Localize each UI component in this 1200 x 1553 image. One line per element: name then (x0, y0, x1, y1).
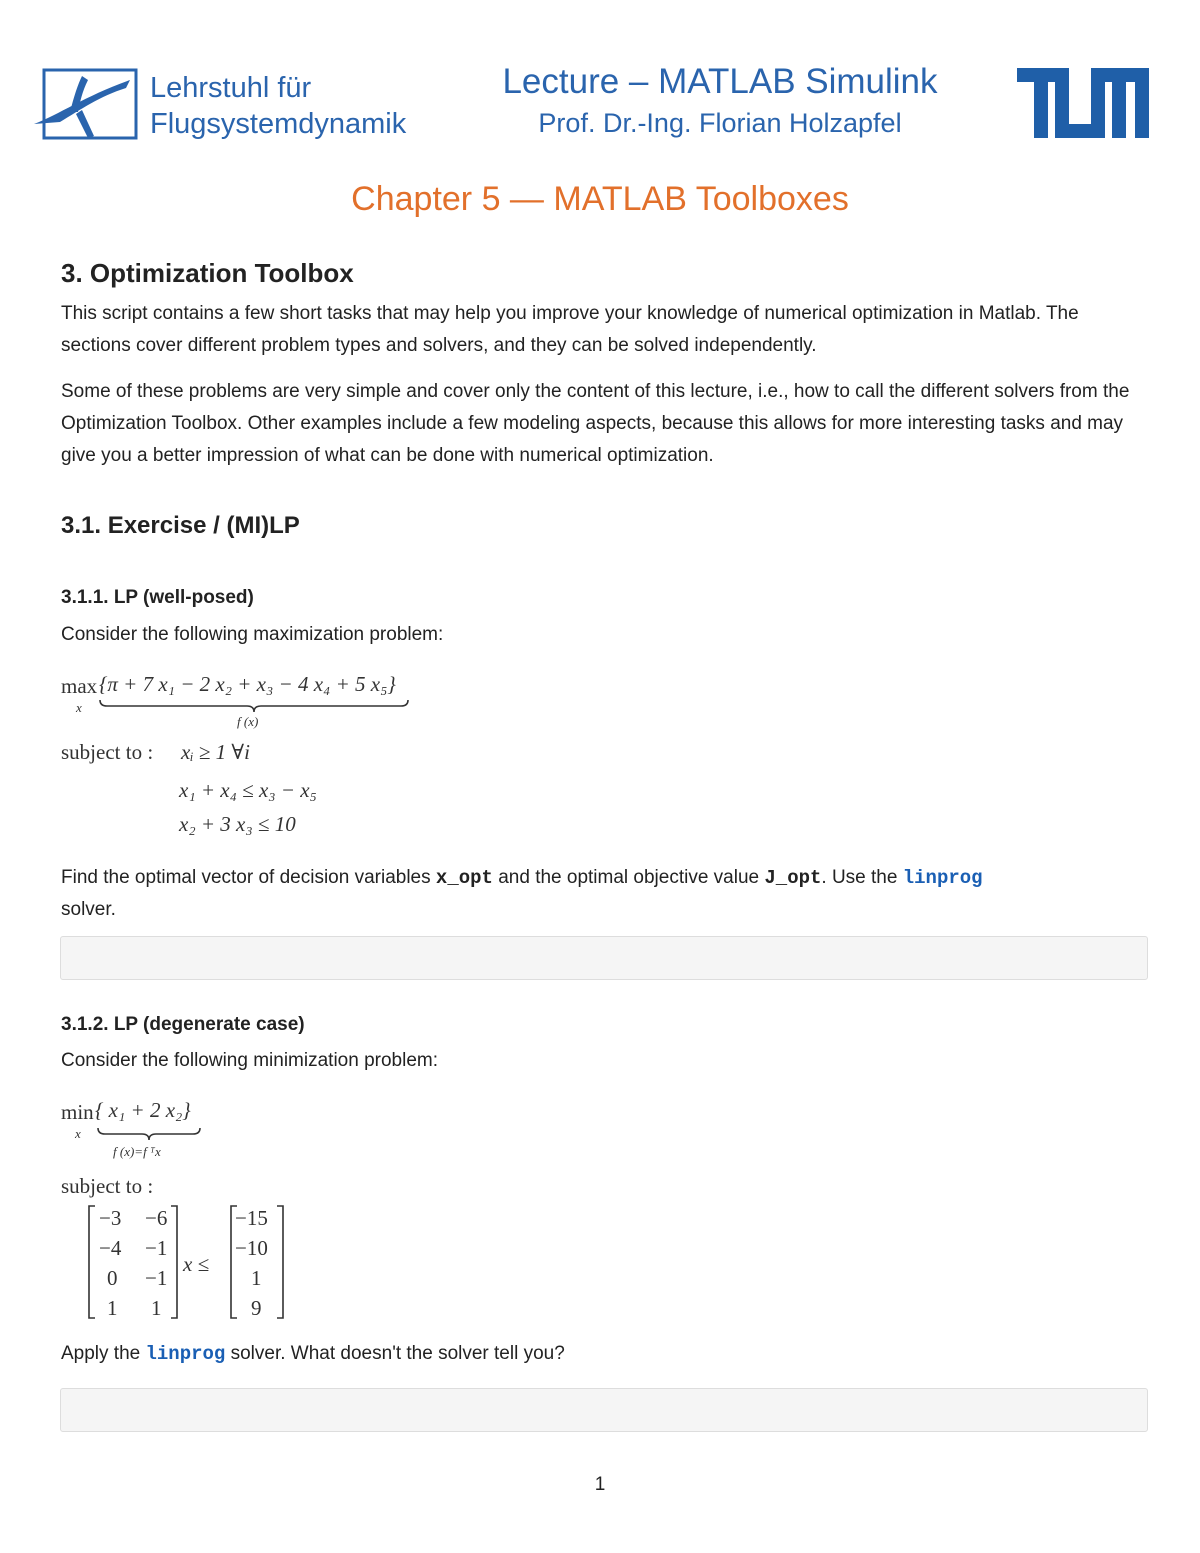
section-title: 3. Optimization Toolbox (61, 258, 354, 288)
task1-intro: Consider the following maximization problem: (61, 624, 444, 645)
task2-instr-b: solver. What doesn't the solver tell you? (225, 1343, 565, 1364)
chair-name-line1: Lehrstuhl für (150, 72, 312, 104)
matrix-a-cell: −6 (145, 1206, 168, 1230)
task1-constraint-3: x₂ + 3 x₃ ≤ 10 (179, 812, 296, 836)
task2-intro: Consider the following minimization problem: (61, 1050, 439, 1071)
task1-subject-to: subject to : (61, 740, 154, 764)
task1-objective: {π + 7 x₁ − 2 x₂ + x₃ − 4 x₄ + 5 x₅} (99, 672, 396, 696)
page-number: 1 (594, 1474, 606, 1495)
matrix-a-cell: −1 (145, 1236, 168, 1260)
task1-underbrace-label: f (x) (237, 714, 259, 729)
vector-b-cell: −10 (235, 1236, 268, 1260)
exercise-title: 3.1. Exercise / (MI)LP (61, 512, 300, 539)
matrix-a-cell: 0 (107, 1266, 118, 1290)
task2-objective: { x₁ + 2 x₂} (95, 1098, 191, 1122)
chair-logo-icon (30, 66, 140, 146)
min-operator: min (61, 1100, 94, 1124)
task1-constraint-2: x₁ + x₄ ≤ x₃ − x₅ (179, 778, 317, 802)
vector-b-cell: −15 (235, 1206, 268, 1230)
task1-instr-b: and the optimal objective value (492, 867, 765, 888)
linprog-link[interactable]: linprog (145, 1343, 226, 1365)
matrix-a-cell: −3 (99, 1206, 122, 1230)
task1-instr-a: Find the optimal vector of decision variables (61, 867, 436, 888)
intro-paragraph-1: This script contains a few short tasks that may help you improve your knowledge of numerical optimization in Matlab. The sections cover different problem types and solvers, and they can be solved independently. (61, 303, 1079, 356)
max-operator: max (61, 674, 98, 698)
answer-box-2[interactable] (60, 1388, 1148, 1432)
task2-relation: x ≤ (183, 1252, 210, 1276)
var-j-opt: J_opt (764, 867, 822, 889)
task1-constraint-1: xᵢ ≥ 1 ∀i (181, 740, 250, 764)
task2-formula (61, 1098, 361, 1320)
underbrace-icon (97, 1126, 201, 1142)
matrix-a-cell: 1 (107, 1296, 118, 1320)
task1-instr-d: solver. (61, 899, 116, 920)
var-x-opt: x_opt (435, 867, 493, 889)
tum-logo-icon (1017, 68, 1149, 138)
vector-b-cell: 1 (251, 1266, 262, 1290)
chair-name (150, 70, 406, 142)
professor-name: Prof. Dr.-Ing. Florian Holzapfel (538, 108, 902, 138)
task2-subject-to: subject to : (61, 1174, 154, 1198)
chapter-title: Chapter 5 — MATLAB Toolboxes (351, 180, 849, 218)
lecture-title: Lecture – MATLAB Simulink (502, 62, 938, 101)
matrix-a-cell: 1 (151, 1296, 162, 1320)
task2-instructions (61, 1343, 565, 1365)
task2-title: 3.1.2. LP (degenerate case) (61, 1014, 305, 1035)
underbrace-icon (99, 698, 409, 714)
answer-box-1[interactable] (60, 936, 1148, 980)
task2-underbrace-label: f (x)=f ᵀx (113, 1144, 161, 1159)
task1-title: 3.1.1. LP (well-posed) (61, 587, 254, 608)
task1-instr-c: . Use the (821, 867, 903, 888)
task1-instructions (61, 862, 1141, 926)
intro-paragraph-2: Some of these problems are very simple and cover only the content of this lecture, i.e., how to call the different solvers from the Optimization Toolbox. Other examples include a few modeling aspects, because this allows for more interesting tasks and may give you a better impression of what can be done with numerical optimization. (61, 381, 1130, 466)
min-subscript: x (75, 1126, 81, 1141)
chair-name-line2: Flugsystemdynamik (150, 108, 407, 140)
matrix-a-cell: −4 (99, 1236, 122, 1260)
linprog-link[interactable]: linprog (902, 867, 983, 889)
max-subscript: x (76, 700, 82, 715)
task2-instr-a: Apply the (61, 1343, 146, 1364)
task1-formula (61, 672, 481, 842)
matrix-a-cell: −1 (145, 1266, 168, 1290)
vector-b-cell: 9 (251, 1296, 262, 1320)
